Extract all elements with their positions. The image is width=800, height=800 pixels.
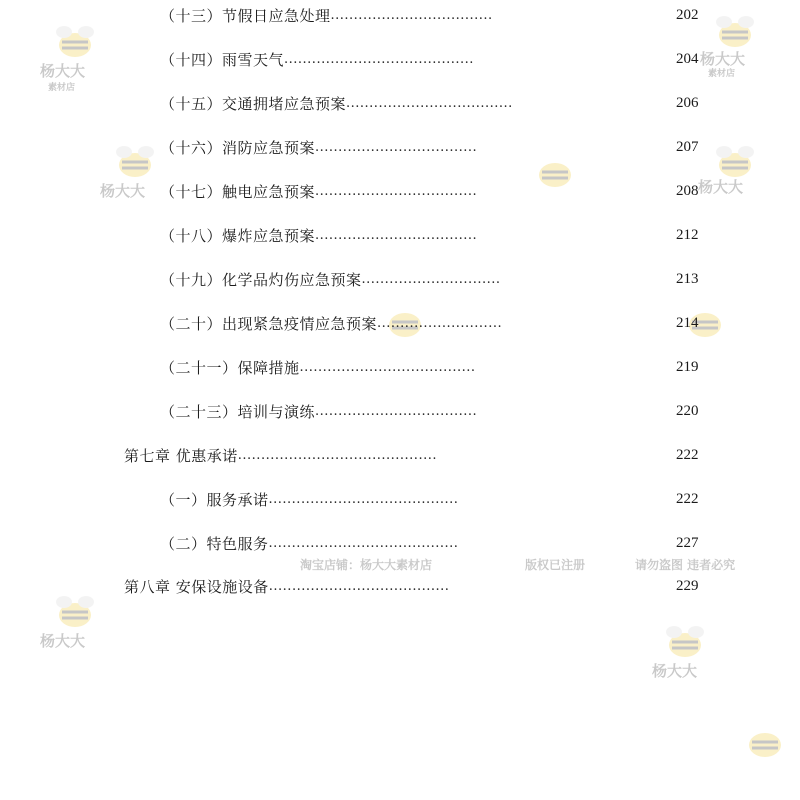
- toc-entry-title: （十六）消防应急预案: [160, 138, 316, 157]
- toc-leader-dots: .......................................: [268, 578, 450, 594]
- toc-page-number: 207: [676, 138, 699, 155]
- toc-entry-title: （十五）交通拥堵应急预案: [160, 94, 347, 113]
- toc-leader-dots: ...................................: [315, 403, 478, 419]
- toc-page-number: 206: [676, 94, 699, 111]
- toc-chapter-entry[interactable]: [124, 574, 449, 598]
- toc-entry-title: （二十三）培训与演练: [160, 402, 316, 421]
- toc-entry[interactable]: [160, 3, 493, 27]
- toc-entry[interactable]: [160, 267, 501, 291]
- watermark-sub: 素材店: [708, 69, 736, 79]
- toc-page-number: 213: [676, 270, 699, 287]
- toc-entry-title: （十三）节假日应急处理: [160, 6, 331, 25]
- toc-entry-title: （二）特色服务: [160, 534, 269, 553]
- toc-entry[interactable]: [160, 135, 477, 159]
- toc-page-number: 222: [676, 446, 699, 463]
- toc-entry-title: （二十）出现紧急疫情应急预案: [160, 314, 378, 333]
- toc-entry[interactable]: [160, 223, 477, 247]
- toc-leader-dots: ...................................: [315, 227, 478, 243]
- toc-entry-title: 第八章 安保设施设备: [124, 577, 269, 596]
- toc-leader-dots: ...................................: [315, 183, 478, 199]
- toc-page-number: 202: [676, 6, 699, 23]
- toc-page-number: 208: [676, 182, 699, 199]
- toc-page-number: 204: [676, 50, 699, 67]
- toc-entry-title: （一）服务承诺: [160, 490, 269, 509]
- toc-page-number: 220: [676, 402, 699, 419]
- watermark-warning: 请勿盗图 违者必究: [635, 558, 736, 572]
- toc-page-number: 229: [676, 577, 699, 594]
- toc-chapter-entry[interactable]: [124, 443, 437, 467]
- watermark-brand: 杨大大: [40, 632, 86, 650]
- toc-leader-dots: .........................................: [284, 51, 474, 67]
- toc-entry-title: （十四）雨雪天气: [160, 50, 285, 69]
- toc-leader-dots: ...........................................: [237, 447, 437, 463]
- toc-entry[interactable]: [160, 531, 458, 555]
- toc-entry-title: （十九）化学品灼伤应急预案: [160, 270, 362, 289]
- toc-entry-title: （二十一）保障措施: [160, 358, 300, 377]
- toc-leader-dots: ....................................: [346, 95, 513, 111]
- watermark-sub: 素材店: [48, 83, 76, 93]
- watermark-brand: 杨大大: [40, 62, 86, 80]
- toc-page-number: 222: [676, 490, 699, 507]
- toc-leader-dots: ..............................: [361, 271, 501, 287]
- toc-page-number: 212: [676, 226, 699, 243]
- toc-entry[interactable]: [160, 399, 477, 423]
- watermark-copyright: 版权已注册: [525, 558, 586, 572]
- toc-leader-dots: ...................................: [330, 7, 493, 23]
- watermark-brand: 杨大大: [698, 178, 744, 196]
- watermark-brand: 杨大大: [100, 182, 146, 200]
- watermark-shop-line: 淘宝店铺：杨大大素材店: [300, 558, 433, 572]
- toc-leader-dots: .........................................: [268, 535, 459, 551]
- watermark-brand: 杨大大: [700, 50, 746, 68]
- toc-leader-dots: ...................................: [315, 139, 478, 155]
- toc-page-number: 227: [676, 534, 699, 551]
- toc-page-number: 214: [676, 314, 699, 331]
- toc-entry[interactable]: [160, 311, 502, 335]
- toc-entry[interactable]: [160, 355, 476, 379]
- toc-entry[interactable]: [160, 91, 513, 115]
- toc-entry-title: （十八）爆炸应急预案: [160, 226, 316, 245]
- toc-leader-dots: ...........................: [377, 315, 503, 331]
- toc-entry-title: 第七章 优惠承诺: [124, 446, 238, 465]
- toc-leader-dots: ......................................: [299, 359, 476, 375]
- toc-entry[interactable]: [160, 47, 474, 71]
- toc-entry[interactable]: [160, 487, 458, 511]
- toc-entry[interactable]: [160, 179, 477, 203]
- toc-leader-dots: .........................................: [268, 491, 459, 507]
- watermark-brand: 杨大大: [652, 662, 698, 680]
- toc-page-number: 219: [676, 358, 699, 375]
- toc-entry-title: （十七）触电应急预案: [160, 182, 316, 201]
